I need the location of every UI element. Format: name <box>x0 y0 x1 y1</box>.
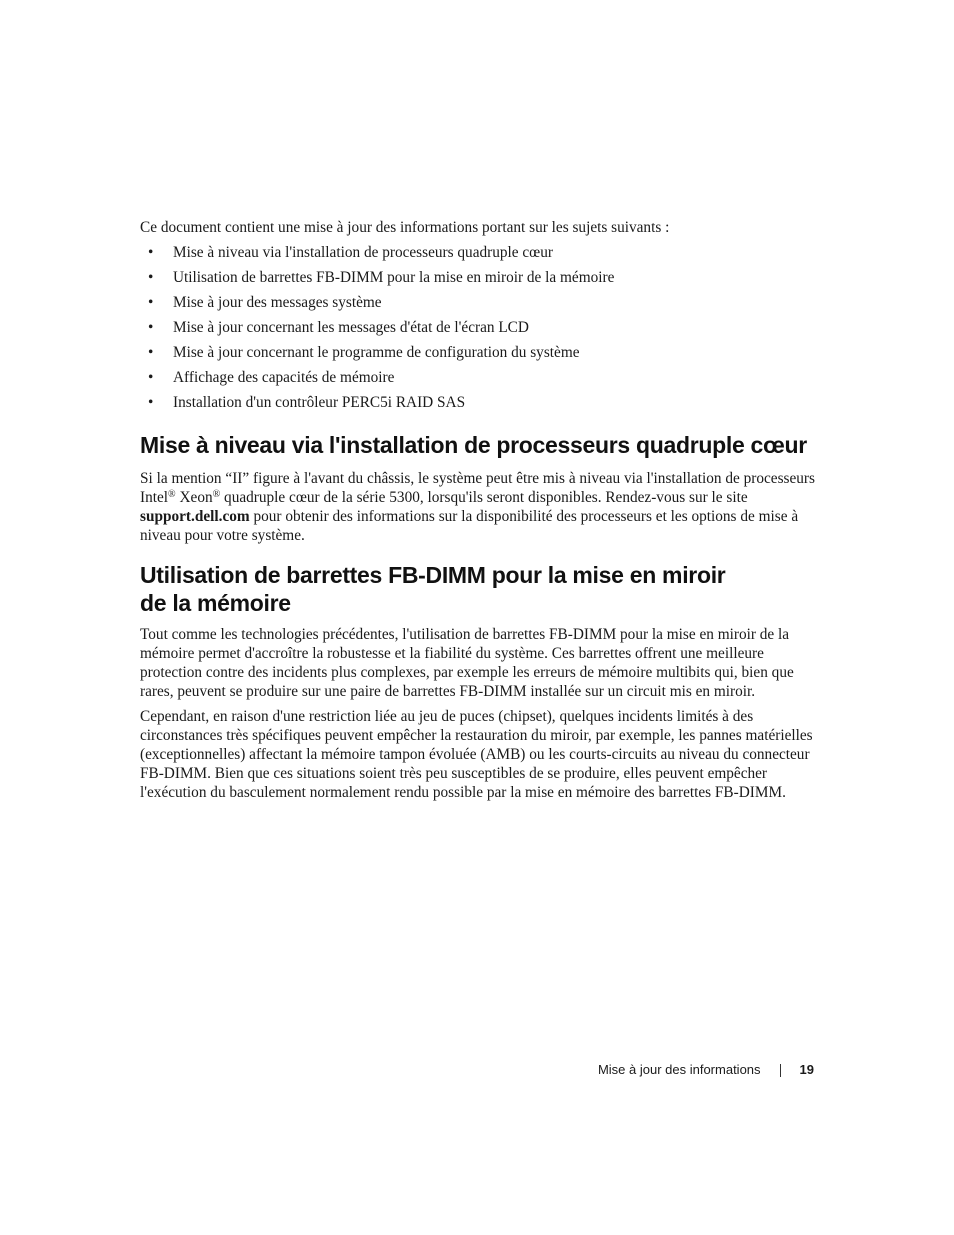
list-item-text: Mise à jour concernant le programme de configuration du système <box>173 344 580 361</box>
quad-core-text-a: Si la mention “II” figure à l'avant du châssis, le système peut être mis à niveau via l'installation de processeurs Intel <box>140 470 815 506</box>
list-item-text: Mise à niveau via l'installation de processeurs quadruple cœur <box>173 244 553 261</box>
list-item <box>140 368 816 393</box>
fb-dimm-paragraph-1: Tout comme les technologies précédentes, l'utilisation de barrettes FB-DIMM pour la mise en miroir de la mémoire permet d'accroître la robustesse et la fiabilité du système. Ces barrettes offrent une meilleure protection contre des incidents plus complexes, par exemple les erreurs de mémoire multibits qui, bien que rares, peuvent se produire sur une paire de barrettes FB-DIMM installée sur un circuit mis en miroir. <box>140 626 794 700</box>
bullet-icon: • <box>148 294 154 311</box>
heading-line-1: Utilisation de barrettes FB-DIMM pour la mise en miroir <box>140 562 726 588</box>
section-heading-quad-core: Mise à niveau via l'installation de processeurs quadruple cœur <box>140 432 807 458</box>
page-number: 19 <box>799 1062 814 1077</box>
bullet-icon: • <box>148 344 154 361</box>
list-item-text: Affichage des capacités de mémoire <box>173 369 395 386</box>
list-item-text: Utilisation de barrettes FB-DIMM pour la mise en miroir de la mémoire <box>173 269 615 286</box>
list-item <box>140 268 816 293</box>
intro-paragraph: Ce document contient une mise à jour des informations portant sur les sujets suivants : <box>140 219 670 236</box>
registered-mark: ® <box>212 489 221 500</box>
quad-core-text-d: pour obtenir des informations sur la disponibilité des processeurs et les options de mise à niveau pour votre système. <box>140 508 799 544</box>
page-footer <box>598 1061 814 1079</box>
bullet-icon: • <box>148 394 154 411</box>
footer-title: Mise à jour des informations <box>597 1062 761 1077</box>
list-item-text: Installation d'un contrôleur PERC5i RAID SAS <box>173 394 466 411</box>
registered-mark: ® <box>168 489 176 500</box>
bullet-icon: • <box>148 319 154 336</box>
support-link: support.dell.com <box>140 508 250 525</box>
list-item-text: Mise à jour des messages système <box>173 294 382 311</box>
bullet-icon: • <box>148 269 154 286</box>
list-item-text: Mise à jour concernant les messages d'état de l'écran LCD <box>173 319 529 336</box>
list-item <box>140 343 816 368</box>
section-heading-fb-dimm <box>140 561 740 617</box>
list-item <box>140 243 816 268</box>
footer-divider <box>780 1064 781 1077</box>
quad-core-paragraph <box>140 469 816 545</box>
quad-core-text-c: quadruple cœur de la série 5300, lorsqu'ils seront disponibles. Rendez-vous sur le site <box>220 489 748 506</box>
bullet-icon: • <box>148 369 154 386</box>
fb-dimm-paragraph-2: Cependant, en raison d'une restriction liée au jeu de puces (chipset), quelques incidents limités à des circonstances très spécifiques peuvent empêcher la restauration du miroir, par exemple, les pannes matérielles (exceptionnelles) affectant la mémoire tampon évoluée (AMB) ou les courts-circuits au niveau du connecteur FB-DIMM. Bien que ces situations soient très peu susceptibles de se produire, elles peuvent empêcher l'exécution du basculement normalement rendu possible par la mise en mémoire des barrettes FB-DIMM. <box>140 708 813 801</box>
page-content <box>140 218 816 808</box>
bullet-icon: • <box>148 244 154 261</box>
list-item <box>140 318 816 343</box>
list-item <box>140 293 816 318</box>
quad-core-text-b: Xeon <box>175 489 213 506</box>
topics-list <box>140 243 816 418</box>
list-item <box>140 393 816 418</box>
heading-line-2: de la mémoire <box>140 590 291 616</box>
